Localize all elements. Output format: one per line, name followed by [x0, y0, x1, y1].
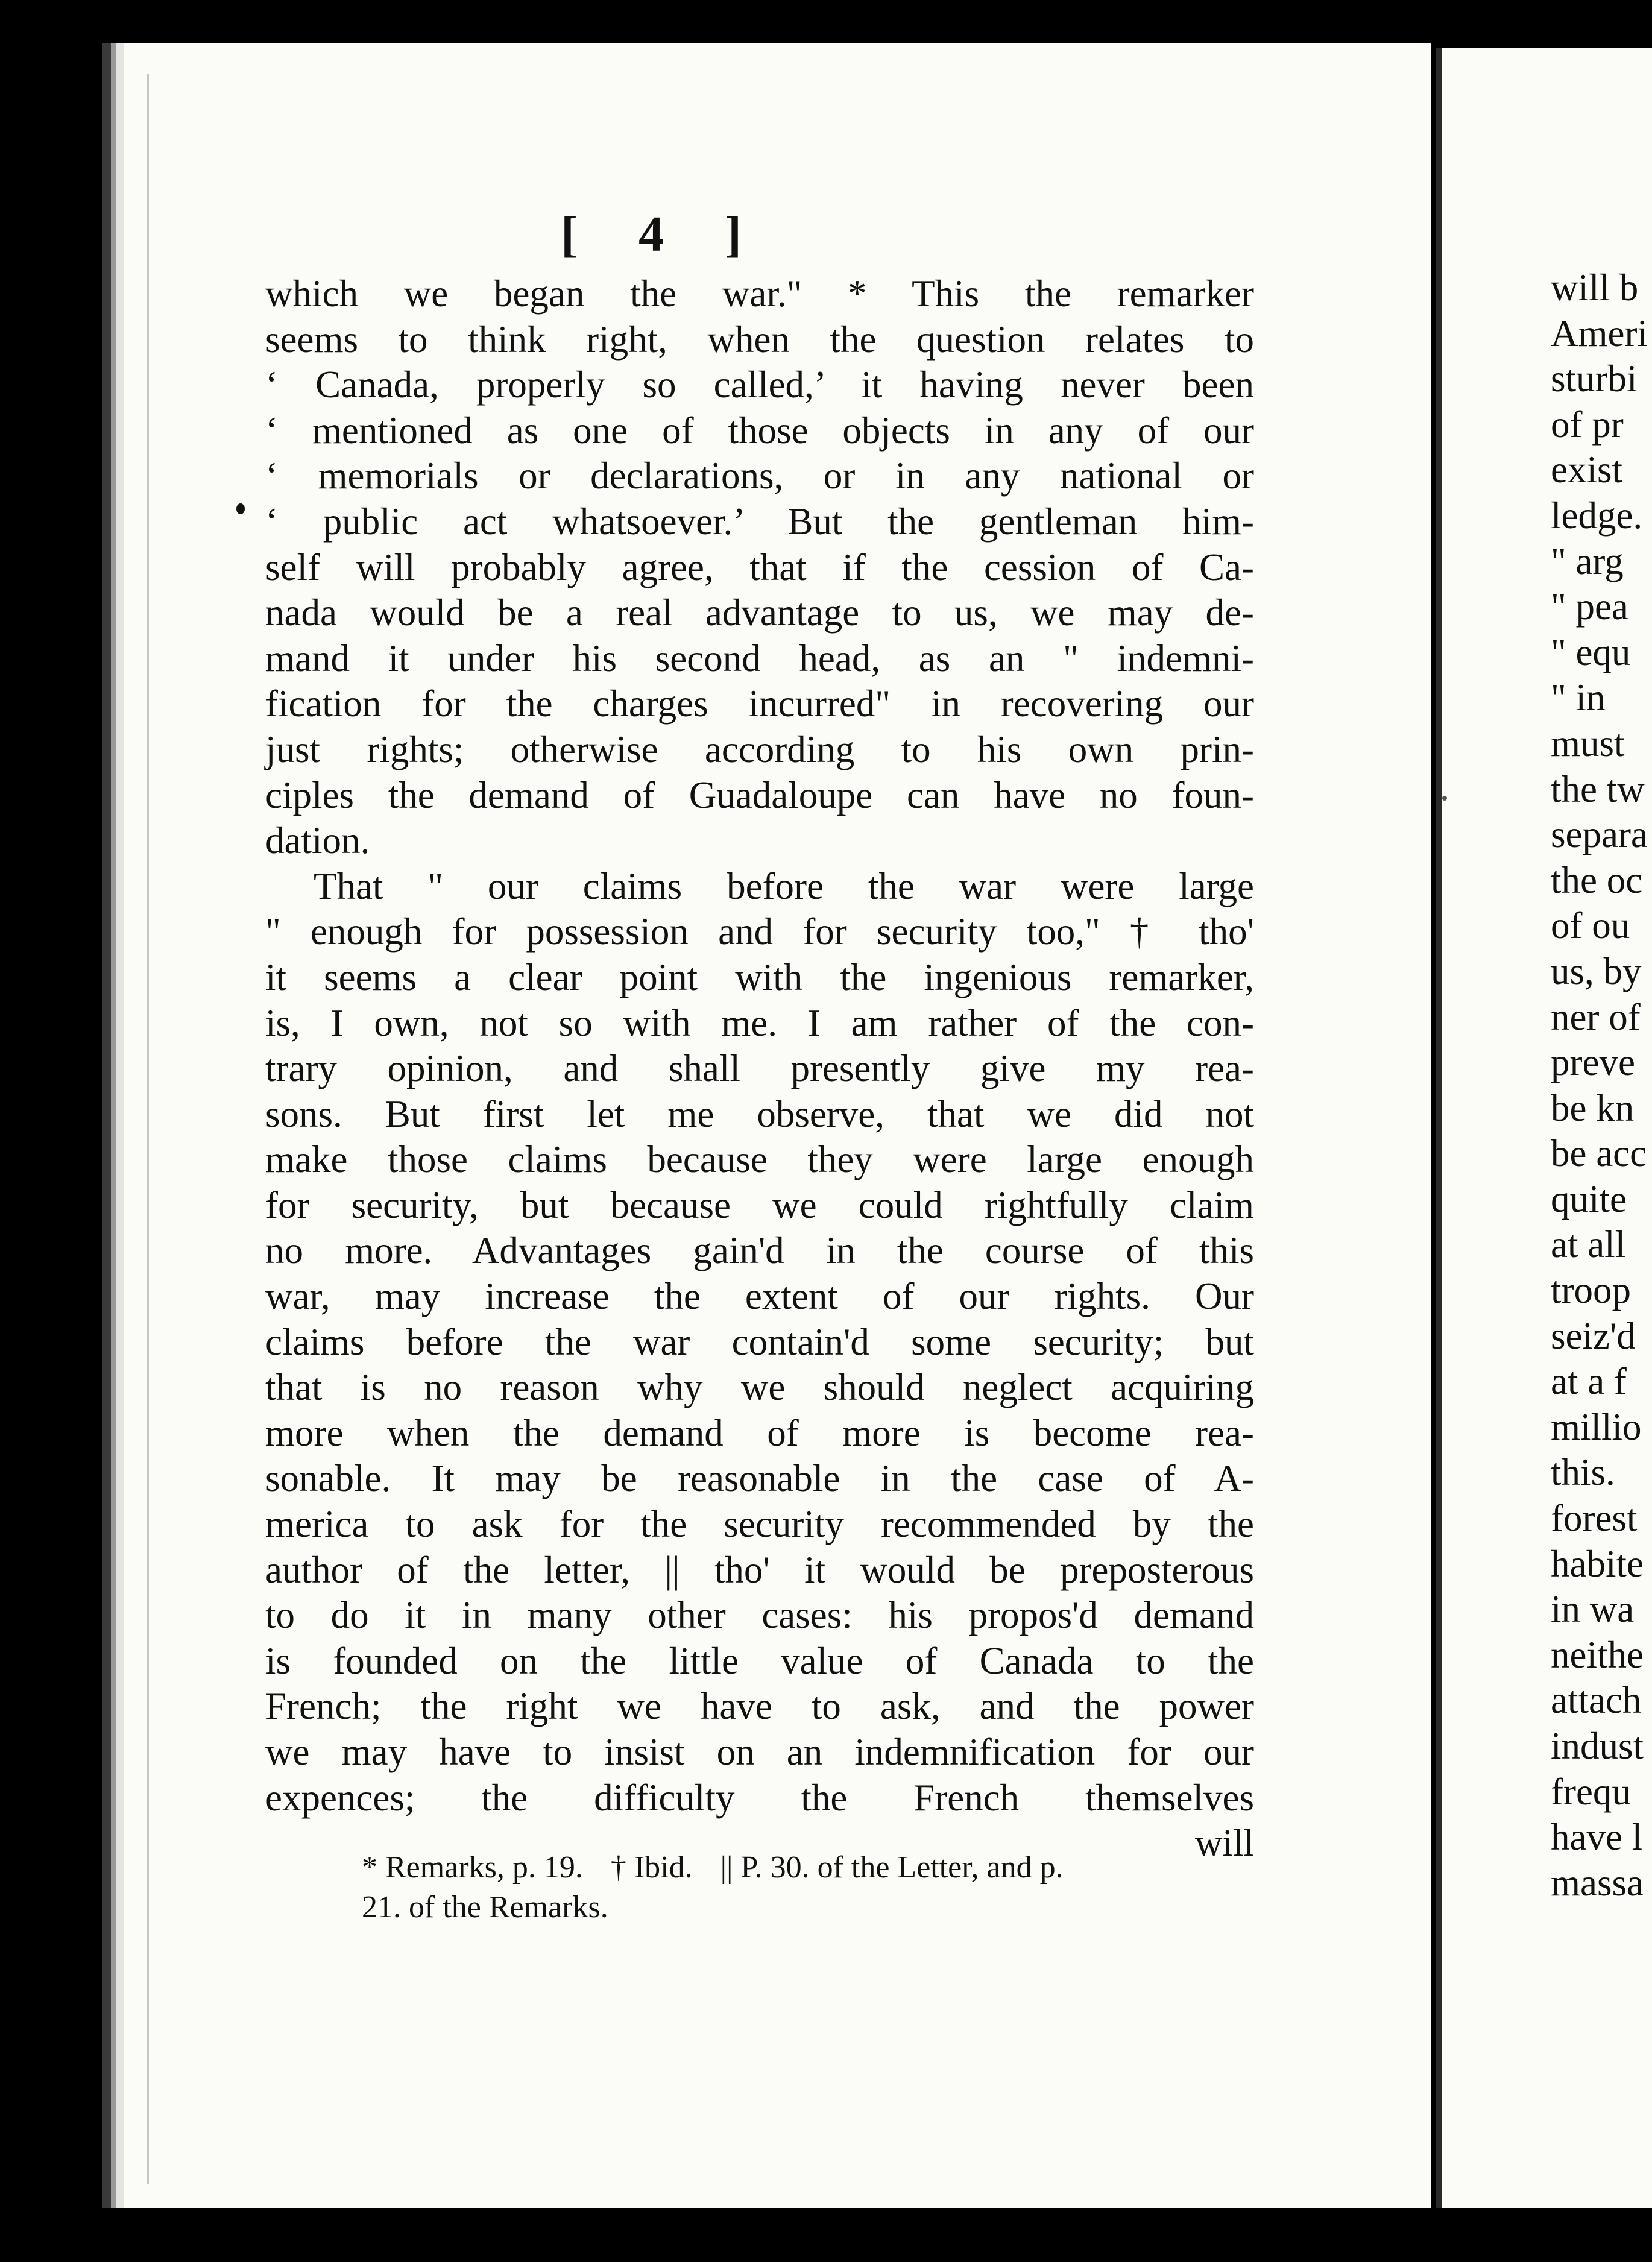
ink-speck: [236, 503, 245, 514]
text-line: claims before the war contain'd some security; but: [265, 1320, 1254, 1363]
adjacent-line: exist: [1551, 449, 1622, 491]
adjacent-line: have l: [1551, 1816, 1643, 1859]
text-line: is founded on the little value of Canada to the: [265, 1639, 1254, 1682]
text-line: seems to think right, when the question relates to: [265, 318, 1254, 361]
text-line: no more. Advantages gain'd in the course of this: [265, 1229, 1254, 1272]
text-line: which we began the war." * This the remarker: [265, 273, 1254, 315]
adjacent-line: quite: [1551, 1177, 1627, 1220]
text-line: war, may increase the extent of our rights. Our: [265, 1275, 1254, 1318]
text-line: nada would be a real advantage to us, we may de-: [265, 591, 1254, 634]
adjacent-line: in wa: [1551, 1588, 1635, 1631]
adjacent-line: attach: [1551, 1679, 1642, 1722]
adjacent-line: forest: [1551, 1497, 1638, 1540]
text-line: trary opinion, and shall presently give my rea-: [265, 1047, 1254, 1090]
text-line: is, I own, not so with me. I am rather of the con-: [265, 1001, 1254, 1044]
adjacent-line: at a f: [1551, 1360, 1627, 1403]
adjacent-line: " in: [1551, 676, 1606, 719]
text-line: merica to ask for the security recommended by the: [265, 1503, 1254, 1546]
adjacent-line: indust: [1551, 1725, 1644, 1767]
adjacent-line: ledge.: [1551, 494, 1643, 537]
adjacent-line: Ameri: [1551, 312, 1648, 354]
text-line: expences; the difficulty the French themselves: [265, 1776, 1254, 1819]
text-line: sons. But first let me observe, that we did not: [265, 1092, 1254, 1135]
text-line: mand it under his second head, as an " indemni-: [265, 637, 1254, 679]
text-line: more when the demand of more is become rea-: [265, 1411, 1254, 1454]
text-line: ‘ public act whatsoever.’ But the gentleman him-: [265, 500, 1254, 543]
adjacent-line: preve: [1551, 1041, 1635, 1084]
text-line: self will probably agree, that if the cession of Ca-: [265, 546, 1254, 588]
adjacent-line: of pr: [1551, 403, 1624, 446]
footnote-ibid: † Ibid.: [610, 1850, 693, 1885]
adjacent-line: must: [1551, 722, 1625, 764]
text-line: French; the right we have to ask, and the power: [265, 1685, 1254, 1728]
adjacent-line: habite: [1551, 1542, 1644, 1585]
footnote-line: [362, 1848, 1242, 1888]
page-number: [ 4 ]: [561, 206, 766, 262]
adjacent-line: ner of: [1551, 995, 1641, 1038]
adjacent-line: seiz'd: [1551, 1314, 1636, 1357]
adjacent-line: millio: [1551, 1405, 1642, 1448]
text-line: ‘ Canada, properly so called,’ it having never been: [265, 364, 1254, 406]
text-line: for security, but because we could rightfully claim: [265, 1183, 1254, 1226]
text-line: dation.: [265, 819, 370, 862]
adjacent-line: sturbi: [1551, 358, 1638, 400]
footnotes: [362, 1848, 1242, 1927]
adjacent-line: the tw: [1551, 767, 1645, 810]
footnote-remarks: * Remarks, p. 19.: [362, 1850, 583, 1885]
adjacent-line: be kn: [1551, 1086, 1635, 1129]
text-line: it seems a clear point with the ingenious remarker,: [265, 956, 1254, 998]
text-line: sonable. It may be reasonable in the case of A-: [265, 1457, 1254, 1500]
adjacent-page-text: [1551, 265, 1648, 1906]
adjacent-line: massa: [1551, 1861, 1644, 1904]
adjacent-line: frequ: [1551, 1770, 1631, 1813]
text-line: to do it in many other cases: his propos'd demand: [265, 1594, 1254, 1637]
adjacent-line: troop: [1551, 1269, 1631, 1312]
body-text: [265, 271, 1254, 1867]
adjacent-line: be acc: [1551, 1132, 1647, 1175]
text-line: author of the letter, || tho' it would be preposterous: [265, 1548, 1254, 1591]
text-line: " enough for possession and for security too," † tho': [265, 910, 1254, 953]
text-line: that is no reason why we should neglect acquiring: [265, 1366, 1254, 1409]
adjacent-line: will b: [1551, 266, 1639, 309]
adjacent-line: us, by: [1551, 950, 1642, 992]
text-line: ‘ memorials or declarations, or in any national or: [265, 455, 1254, 497]
text-line: make those claims because they were large enough: [265, 1138, 1254, 1181]
text-line: we may have to insist on an indemnification for our: [265, 1731, 1254, 1773]
ink-speck: [1442, 796, 1447, 801]
footnote-letter: || P. 30. of the Letter, and p.: [720, 1850, 1064, 1885]
adjacent-line: " equ: [1551, 631, 1631, 673]
text-line: fication for the charges incurred" in recovering our: [265, 682, 1254, 725]
footnote-line: 21. of the Remarks.: [362, 1890, 608, 1924]
adjacent-line: " arg: [1551, 540, 1624, 582]
adjacent-line: this.: [1551, 1451, 1615, 1494]
text-line: ciples the demand of Guadaloupe can have no foun-: [265, 773, 1254, 816]
text-line: ‘ mentioned as one of those objects in any of our: [265, 409, 1254, 452]
adjacent-line: the oc: [1551, 858, 1643, 901]
catchword: will: [1194, 1822, 1254, 1865]
adjacent-line: " pea: [1551, 585, 1628, 628]
adjacent-line: separa: [1551, 813, 1648, 856]
text-line: That " our claims before the war were large: [314, 865, 1254, 907]
adjacent-line: of ou: [1551, 904, 1630, 947]
text-line: just rights; otherwise according to his own prin-: [265, 728, 1254, 770]
adjacent-line: at all: [1551, 1223, 1626, 1266]
adjacent-line: neithe: [1551, 1633, 1644, 1676]
